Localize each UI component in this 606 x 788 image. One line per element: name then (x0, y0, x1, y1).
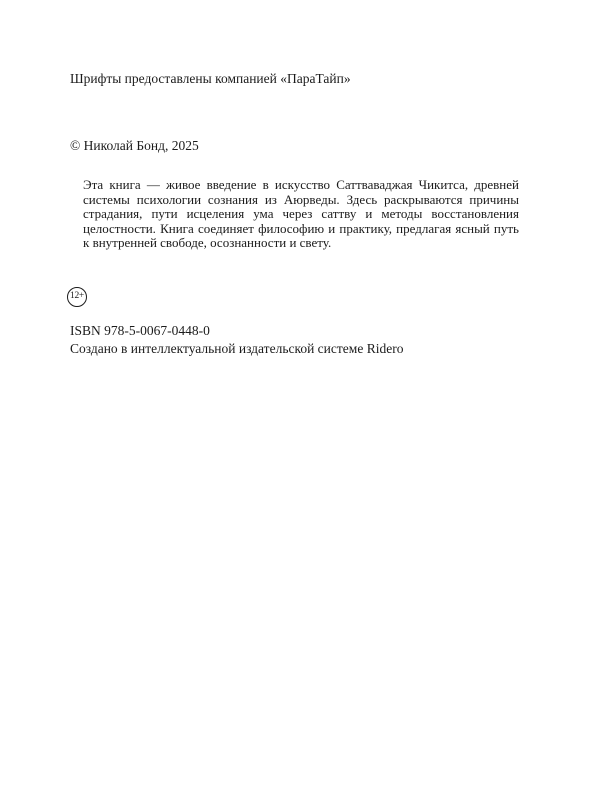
fonts-credit-line: Шрифты предоставлены компанией «ПараТайп» (70, 71, 351, 86)
isbn-line: ISBN 978-5-0067-0448-0 (70, 323, 210, 338)
copyright-line: © Николай Бонд, 2025 (70, 138, 199, 153)
age-rating-label: 12+ (70, 291, 84, 302)
book-annotation: Эта книга — живое введение в искусство Саттваваджая Чикитса, древней системы психологии сознания из Аюрведы. Здесь раскрываются причины страдания, пути исцеления ума через саттву и методы восстановления целостности. Книга соединяет философию и практику, предлагая ясный путь к внутренней свободе, осознанности и свету. (83, 177, 519, 251)
publishing-system-line: Создано в интеллектуальной издательской системе Ridero (70, 340, 404, 356)
imprint-block (70, 322, 403, 357)
age-rating-badge (67, 287, 87, 307)
